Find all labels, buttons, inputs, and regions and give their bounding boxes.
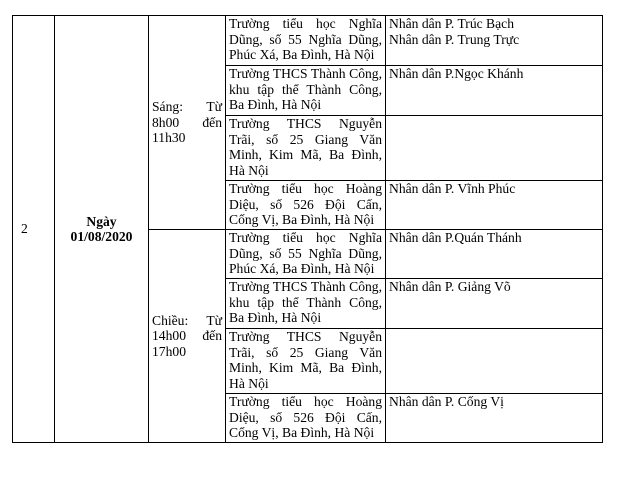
date-cell <box>55 16 149 443</box>
ward-cell-empty <box>386 329 603 394</box>
table-row <box>13 16 603 66</box>
time-cell-morning: Sáng: Từ 8h00 đến 11h30 <box>149 16 226 230</box>
time-cell-afternoon: Chiều: Từ 14h00 đến 17h00 <box>149 230 226 443</box>
place-cell: Trường THCS Thành Công, khu tập thể Thành Công, Ba Đình, Hà Nội <box>226 66 386 116</box>
ward-name: Nhân dân P. Trung Trực <box>389 31 520 47</box>
place-cell: Trường THCS Nguyễn Trãi, số 25 Giang Văn Minh, Kim Mã, Ba Đình, Hà Nội <box>226 329 386 394</box>
date-value: 01/08/2020 <box>70 229 133 244</box>
ward-name: Nhân dân P. Trúc Bạch <box>389 16 514 31</box>
place-cell: Trường tiểu học Hoàng Diệu, số 526 Đội Cấn, Cống Vị, Ba Đình, Hà Nội <box>226 181 386 230</box>
ward-name: Nhân dân P.Quán Thánh <box>389 230 522 245</box>
ward-name: Nhân dân P. Vĩnh Phúc <box>389 181 516 196</box>
ward-name: Nhân dân P. Cống Vị <box>389 394 504 409</box>
ward-cell <box>386 66 603 116</box>
ward-cell <box>386 181 603 230</box>
ward-cell <box>386 230 603 279</box>
schedule-table <box>12 15 603 443</box>
place-cell: Trường tiểu học Hoàng Diệu, số 526 Đội Cấn, Cống Vị, Ba Đình, Hà Nội <box>226 394 386 443</box>
row-number-cell: 2 <box>13 16 55 443</box>
place-cell: Trường THCS Thành Công, khu tập thể Thành Công, Ba Đình, Hà Nội <box>226 279 386 329</box>
date-label: Ngày <box>86 213 117 229</box>
place-cell: Trường THCS Nguyễn Trãi, số 25 Giang Văn Minh, Kim Mã, Ba Đình, Hà Nội <box>226 116 386 181</box>
ward-name: Nhân dân P. Giảng Võ <box>389 279 511 294</box>
ward-cell <box>386 279 603 329</box>
ward-cell-empty <box>386 116 603 181</box>
place-cell: Trường tiểu học Nghĩa Dũng, số 55 Nghĩa Dũng, Phúc Xá, Ba Đình, Hà Nội <box>226 230 386 279</box>
ward-name: Nhân dân P.Ngọc Khánh <box>389 66 524 81</box>
ward-cell <box>386 394 603 443</box>
place-cell: Trường tiểu học Nghĩa Dũng, số 55 Nghĩa Dũng, Phúc Xá, Ba Đình, Hà Nội <box>226 16 386 66</box>
ward-cell <box>386 16 603 66</box>
